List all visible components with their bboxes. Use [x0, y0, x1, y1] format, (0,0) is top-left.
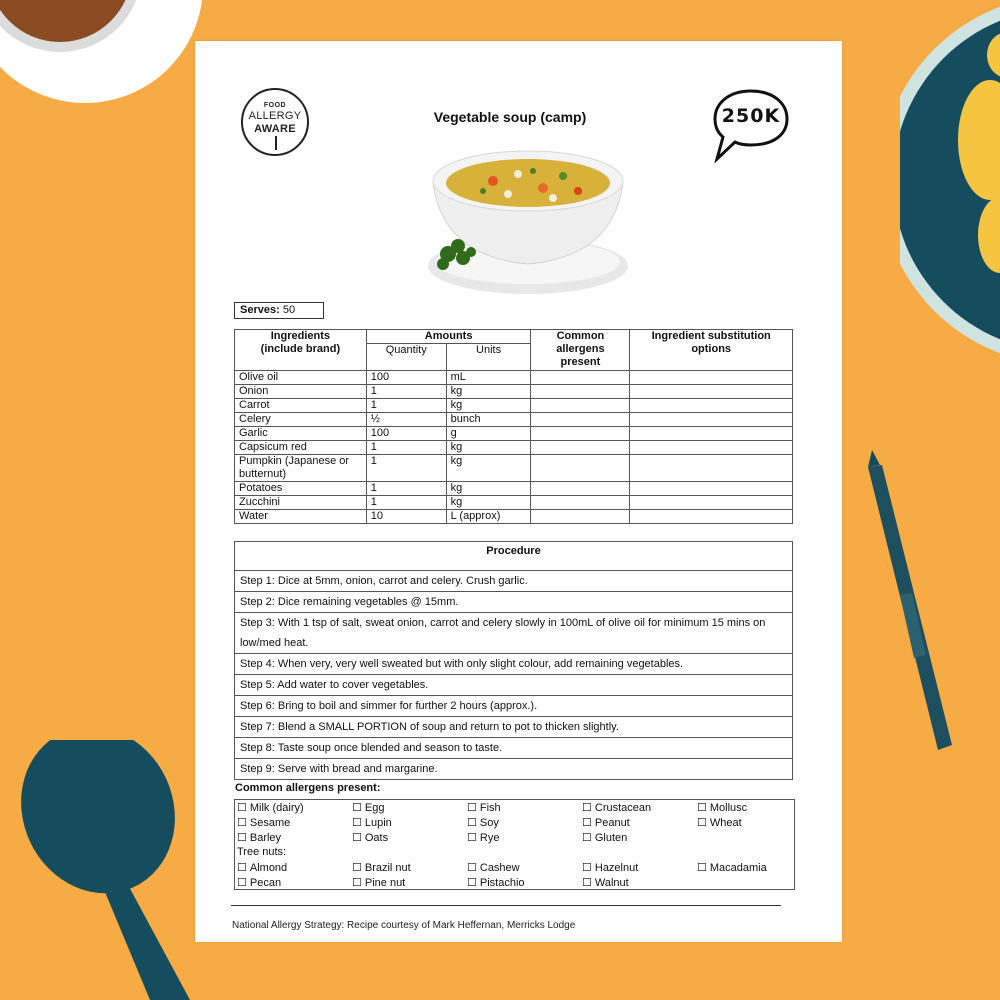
checkbox-icon[interactable]: ☐ [352, 817, 362, 829]
quantity-cell: 1 [366, 482, 446, 496]
allergen-label: Pistachio [479, 877, 525, 889]
checkbox-icon[interactable]: ☐ [582, 817, 592, 829]
unit-cell: kg [446, 385, 531, 399]
allergens-checklist [234, 799, 795, 890]
checkbox-icon[interactable]: ☐ [237, 877, 247, 889]
procedure-heading: Procedure [235, 542, 793, 571]
allergen-checkbox-item[interactable] [467, 801, 501, 814]
table-row [235, 613, 793, 654]
ingredient-name-cell: Capsicum red [235, 441, 367, 455]
allergens-cell [531, 496, 630, 510]
ingredient-name-cell: Onion [235, 385, 367, 399]
allergen-label: Milk (dairy) [249, 802, 304, 814]
quantity-header: Quantity [366, 344, 446, 371]
allergen-label: Walnut [594, 877, 629, 889]
table-row [235, 738, 793, 759]
procedure-step: Step 3: With 1 tsp of salt, sweat onion, carrot and celery slowly in 100mL of olive oil for minimum 15 mins on low/med heat. [235, 613, 793, 654]
allergen-label: Peanut [594, 817, 630, 829]
checkbox-icon[interactable]: ☐ [467, 817, 477, 829]
procedure-table [234, 541, 793, 780]
quantity-cell: 100 [366, 427, 446, 441]
allergen-row [235, 816, 794, 830]
checkbox-icon[interactable]: ☐ [582, 802, 592, 814]
allergen-label: Oats [364, 832, 389, 844]
checkbox-icon[interactable]: ☐ [467, 802, 477, 814]
soup-bowl-image [423, 136, 633, 301]
table-row [235, 571, 793, 592]
quantity-cell: 1 [366, 385, 446, 399]
allergen-checkbox-item[interactable] [582, 861, 638, 874]
table-row [235, 371, 793, 385]
allergen-checkbox-item[interactable] [237, 831, 281, 844]
quantity-cell: 1 [366, 399, 446, 413]
250k-speech-bubble-logo [711, 87, 791, 163]
fork-icon [275, 136, 277, 150]
procedure-step: Step 5: Add water to cover vegetables. [235, 675, 793, 696]
allergens-cell [531, 399, 630, 413]
table-row [235, 427, 793, 441]
allergens-heading: Common allergens present: [235, 782, 381, 794]
allergens-cell [531, 455, 630, 482]
serves-value: 50 [282, 304, 296, 316]
footer-credit: National Allergy Strategy: Recipe courtesy of Mark Heffernan, Merricks Lodge [232, 920, 576, 931]
allergens-cell [531, 510, 630, 524]
units-header: Units [446, 344, 531, 371]
substitution-cell [630, 427, 793, 441]
quantity-cell: 1 [366, 441, 446, 455]
spoon-decoration [0, 740, 200, 1000]
ingredient-name-cell: Olive oil [235, 371, 367, 385]
procedure-step: Step 4: When very, very well sweated but with only slight colour, add remaining vegetables. [235, 654, 793, 675]
unit-cell: kg [446, 482, 531, 496]
ingredient-name-cell: Celery [235, 413, 367, 427]
ingredient-name-cell: Carrot [235, 399, 367, 413]
allergen-checkbox-item[interactable] [467, 816, 499, 829]
allergen-label: Macadamia [709, 862, 767, 874]
procedure-step: Step 1: Dice at 5mm, onion, carrot and celery. Crush garlic. [235, 571, 793, 592]
quantity-cell: 1 [366, 455, 446, 482]
table-row [235, 696, 793, 717]
checkbox-icon[interactable]: ☐ [467, 832, 477, 844]
allergen-row [235, 876, 794, 890]
ingredients-table [234, 329, 793, 524]
allergen-label: Almond [249, 862, 288, 874]
allergen-checkbox-item[interactable] [697, 801, 747, 814]
allergen-checkbox-item[interactable] [582, 876, 629, 889]
allergens-cell [531, 385, 630, 399]
procedure-step: Step 9: Serve with bread and margarine. [235, 759, 793, 780]
substitution-cell [630, 399, 793, 413]
ingredients-header: Ingredients (include brand) [235, 330, 367, 371]
serves-box [234, 302, 324, 319]
checkbox-icon[interactable]: ☐ [467, 877, 477, 889]
allergen-row [235, 801, 794, 815]
allergen-checkbox-item[interactable] [352, 861, 411, 874]
table-row [235, 385, 793, 399]
allergen-row [235, 861, 794, 875]
allergen-label: Mollusc [709, 802, 748, 814]
allergen-checkbox-item[interactable] [467, 831, 499, 844]
unit-cell: L (approx) [446, 510, 531, 524]
checkbox-icon[interactable]: ☐ [352, 862, 362, 874]
substitution-cell [630, 482, 793, 496]
allergens-header: Common allergens present [531, 330, 630, 371]
ingredient-name-cell: Water [235, 510, 367, 524]
checkbox-icon[interactable]: ☐ [697, 817, 707, 829]
page-title: Vegetable soup (camp) [433, 109, 587, 125]
allergen-checkbox-item[interactable] [237, 876, 281, 889]
unit-cell: g [446, 427, 531, 441]
allergen-checkbox-item[interactable] [352, 801, 384, 814]
table-row [235, 592, 793, 613]
checkbox-icon[interactable]: ☐ [352, 832, 362, 844]
allergen-label: Rye [479, 832, 500, 844]
allergen-label: Hazelnut [594, 862, 639, 874]
unit-cell: mL [446, 371, 531, 385]
substitution-cell [630, 496, 793, 510]
plate-decoration [900, 0, 1000, 370]
allergen-checkbox-item[interactable] [697, 816, 742, 829]
amounts-header: Amounts [366, 330, 531, 344]
ingredient-name-cell: Zucchini [235, 496, 367, 510]
substitution-header: Ingredient substitution options [630, 330, 793, 371]
table-row [235, 717, 793, 738]
pen-decoration [860, 445, 960, 755]
food-allergy-aware-logo [241, 88, 309, 156]
checkbox-icon[interactable]: ☐ [697, 862, 707, 874]
substitution-cell [630, 385, 793, 399]
allergen-label: Crustacean [594, 802, 652, 814]
allergen-label: Barley [249, 832, 282, 844]
table-row [235, 496, 793, 510]
procedure-step: Step 7: Blend a SMALL PORTION of soup and return to pot to thicken slightly. [235, 717, 793, 738]
logo-allergy-text: ALLERGY [248, 110, 302, 122]
checkbox-icon[interactable]: ☐ [352, 802, 362, 814]
allergen-label: Soy [479, 817, 499, 829]
allergen-label: Pecan [249, 877, 282, 889]
allergen-checkbox-item[interactable] [352, 831, 388, 844]
unit-cell: kg [446, 496, 531, 510]
allergen-checkbox-item[interactable] [352, 876, 405, 889]
substitution-cell [630, 371, 793, 385]
allergen-label: Fish [479, 802, 501, 814]
unit-cell: kg [446, 455, 531, 482]
checkbox-icon[interactable]: ☐ [582, 832, 592, 844]
allergen-label: Cashew [479, 862, 520, 874]
allergens-cell [531, 441, 630, 455]
quantity-cell: ½ [366, 413, 446, 427]
allergen-checkbox-item[interactable] [582, 816, 630, 829]
checkbox-icon[interactable]: ☐ [352, 877, 362, 889]
ingredient-name-cell: Potatoes [235, 482, 367, 496]
table-row [235, 654, 793, 675]
coffee-cup-decoration [0, 0, 210, 130]
procedure-step: Step 2: Dice remaining vegetables @ 15mm. [235, 592, 793, 613]
ingredient-name-cell: Pumpkin (Japanese or butternut) [235, 455, 367, 482]
unit-cell: bunch [446, 413, 531, 427]
allergen-checkbox-item[interactable] [237, 861, 287, 874]
substitution-cell [630, 510, 793, 524]
table-row [235, 441, 793, 455]
allergen-label: Lupin [364, 817, 392, 829]
allergen-checkbox-item[interactable] [582, 801, 651, 814]
checkbox-icon[interactable]: ☐ [697, 802, 707, 814]
allergen-label: Wheat [709, 817, 742, 829]
allergen-checkbox-item[interactable] [467, 876, 525, 889]
allergen-checkbox-item[interactable] [697, 861, 767, 874]
allergens-cell [531, 371, 630, 385]
table-row [235, 455, 793, 482]
logo-food-text: FOOD [263, 102, 287, 109]
table-row [235, 413, 793, 427]
quantity-cell: 100 [366, 371, 446, 385]
ingredient-name-cell: Garlic [235, 427, 367, 441]
allergen-label: Sesame [249, 817, 291, 829]
checkbox-icon[interactable]: ☐ [467, 862, 477, 874]
tree-nuts-label: Tree nuts: [237, 846, 287, 858]
allergen-checkbox-item[interactable] [582, 831, 627, 844]
unit-cell: kg [446, 399, 531, 413]
substitution-cell [630, 455, 793, 482]
allergens-cell [531, 482, 630, 496]
allergens-cell [531, 413, 630, 427]
table-row [235, 675, 793, 696]
allergen-checkbox-item[interactable] [237, 801, 304, 814]
allergen-row [235, 831, 794, 845]
quantity-cell: 10 [366, 510, 446, 524]
allergens-cell [531, 427, 630, 441]
procedure-step: Step 8: Taste soup once blended and season to taste. [235, 738, 793, 759]
quantity-cell: 1 [366, 496, 446, 510]
checkbox-icon[interactable]: ☐ [237, 862, 247, 874]
allergen-checkbox-item[interactable] [467, 861, 520, 874]
table-row [235, 759, 793, 780]
table-row [235, 399, 793, 413]
checkbox-icon[interactable]: ☐ [237, 802, 247, 814]
procedure-step: Step 6: Bring to boil and simmer for further 2 hours (approx.). [235, 696, 793, 717]
substitution-cell [630, 441, 793, 455]
substitution-cell [630, 413, 793, 427]
checkbox-icon[interactable]: ☐ [582, 862, 592, 874]
allergen-label: Pine nut [364, 877, 406, 889]
allergen-label: Brazil nut [364, 862, 411, 874]
serves-label: Serves: [240, 304, 280, 316]
allergen-checkbox-item[interactable] [237, 816, 290, 829]
recipe-page [195, 41, 842, 942]
allergen-label: Egg [364, 802, 385, 814]
allergen-label: Gluten [594, 832, 628, 844]
footer-divider [231, 905, 781, 906]
allergen-checkbox-item[interactable] [352, 816, 392, 829]
table-row [235, 482, 793, 496]
250k-text: 250K [721, 105, 781, 127]
unit-cell: kg [446, 441, 531, 455]
table-row [235, 510, 793, 524]
logo-aware-text: AWARE [254, 123, 296, 135]
checkbox-icon[interactable]: ☐ [582, 877, 592, 889]
checkbox-icon[interactable]: ☐ [237, 817, 247, 829]
checkbox-icon[interactable]: ☐ [237, 832, 247, 844]
